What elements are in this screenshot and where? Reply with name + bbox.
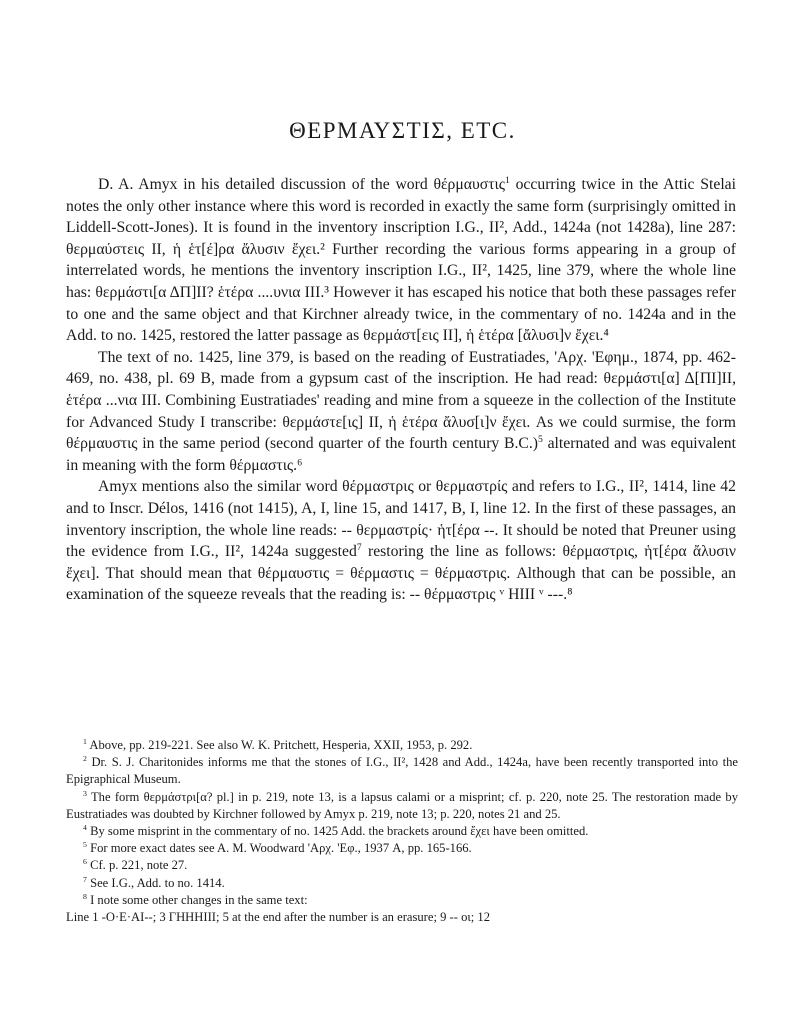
footnote-continuation: Line 1 -Ο·Ε·ΑΙ--; 3 ΓΗΗΗΙΙΙ; 5 at the end after the number is an erasure; 9 -- οι; 12 <box>66 910 491 925</box>
footnote: $^4$ By some misprint in the commentary of no. 1425 Add. the brackets around ἔχει have been omitted. <box>83 822 589 839</box>
footnotes <box>66 737 738 926</box>
footnote: $^8$ I note some other changes in the same text: <box>83 891 308 907</box>
footnote: $^1$ Above, pp. 219-221. See also W. K. Pritchett, Hesperia, XXII, 1953, p. 292. <box>83 736 473 752</box>
footnote: $^3$ The form θερμάστρι[α? pl.] in p. 219, note 13, is a lapsus calami or a misprint; cf. p. 220, note 25. The restoration made by Eustratiades was doubted by Kirchner followed by Amyx p. 219, note 13; p. 220, notes 21 and 25. <box>66 788 738 821</box>
footnote: $^6$ Cf. p. 221, note 27. <box>83 857 188 873</box>
footnote-ref[interactable]: 5 <box>538 433 543 445</box>
footnote: $^2$ Dr. S. J. Charitonides informs me that the stones of I.G., II², 1428 and Add., 1424a, have been recently transported into the Epigraphical Museum. <box>66 754 738 787</box>
paragraph-2: The text of no. 1425, line 379, is based on the reading of Eustratiades, 'Αρχ. 'Εφημ., 1874, pp. 462-469, no. 438, pl. 69 B, made from a gypsum cast of the inscription. He had read: θερμάστι[α] Δ[ΠΙ]ΙΙ, ἑτέρα ...νια ΙΙΙ. Combining Eustratiades' reading and mine from a squeeze in the collection of the Institute for Advanced Study I transcribe: θερμάστε[ις] ΙΙ, ἡ ἑτέρα ἄλυσ[ι]ν ἔχει. As we could surmise, the form θέρμαυστις in the same period (second quarter of the fourth century B.C.)$^5$ alternated and was equivalent in meaning with the form θέρμαστις.⁶ <box>66 348 736 474</box>
footnote-ref[interactable]: 7 <box>356 541 362 553</box>
footnote: $^7$ See I.G., Add. to no. 1414. <box>83 874 225 890</box>
footnote: $^5$ For more exact dates see A. M. Woodward 'Αρχ. 'Εφ., 1937 A, pp. 165-166. <box>83 840 472 856</box>
article-body <box>66 174 736 606</box>
paragraph-3: Amyx mentions also the similar word θέρμαστρις or θερμαστρίς and refers to I.G., II², 1414, line 42 and to Inscr. Délos, 1416 (not 1415), A, I, line 15, and 1417, B, I, line 12. In the first of these passages, an inventory inscription, the whole line reads: -- θερμαστρίς· ἡτ[έρα --. It should be noted that Preuner using the evidence from I.G., II², 1424a suggested$^7$ restoring the line as follows: θέρμαστρις, ἡτ[έρα ἄλυσιν ἔχει]. That should mean that θέρμαυστις = θέρμαστις = θέρμαστρις. Although that can be possible, an examination of the squeeze reveals that the reading is: -- θέρμαστρις ᵛ ΗΙΙΙ ᵛ ---.⁸ <box>66 478 736 604</box>
paragraph-1: D. A. Amyx in his detailed discussion of the word θέρμαυστις$^1$ occurring twice in the Attic Stelai notes the only other instance where this word is recorded in exactly the same form (surprisingly omitted in Liddell-Scott-Jones). It is found in the inventory inscription I.G., II², Add., 1424a (not 1428a), line 287: θερμαύστεις ΙΙ, ἡ ἑτ[έ]ρα ἄλυσιν ἔχει.² Further recording the various forms appearing in a group of interrelated words, he mentions the inventory inscription I.G., II², 1425, line 379, where the whole line has: θερμάστι[α ΔΠ]ΙΙ? ἑτέρα ....υνια ΙΙΙ.³ However it has escaped his notice that both these passages refer to one and the same object and that Kirchner already twice, in the commentary of no. 1424a and in the Add. to no. 1425, restored the latter passage as θερμάστ[εις ΙΙ], ἡ ἑτέρα [ἄλυσι]ν ἔχει.⁴ <box>66 174 736 345</box>
footnote-ref[interactable]: 1 <box>504 174 510 186</box>
article-title: ΘΕΡΜΑΥΣΤΙΣ, ETC. <box>289 118 516 143</box>
